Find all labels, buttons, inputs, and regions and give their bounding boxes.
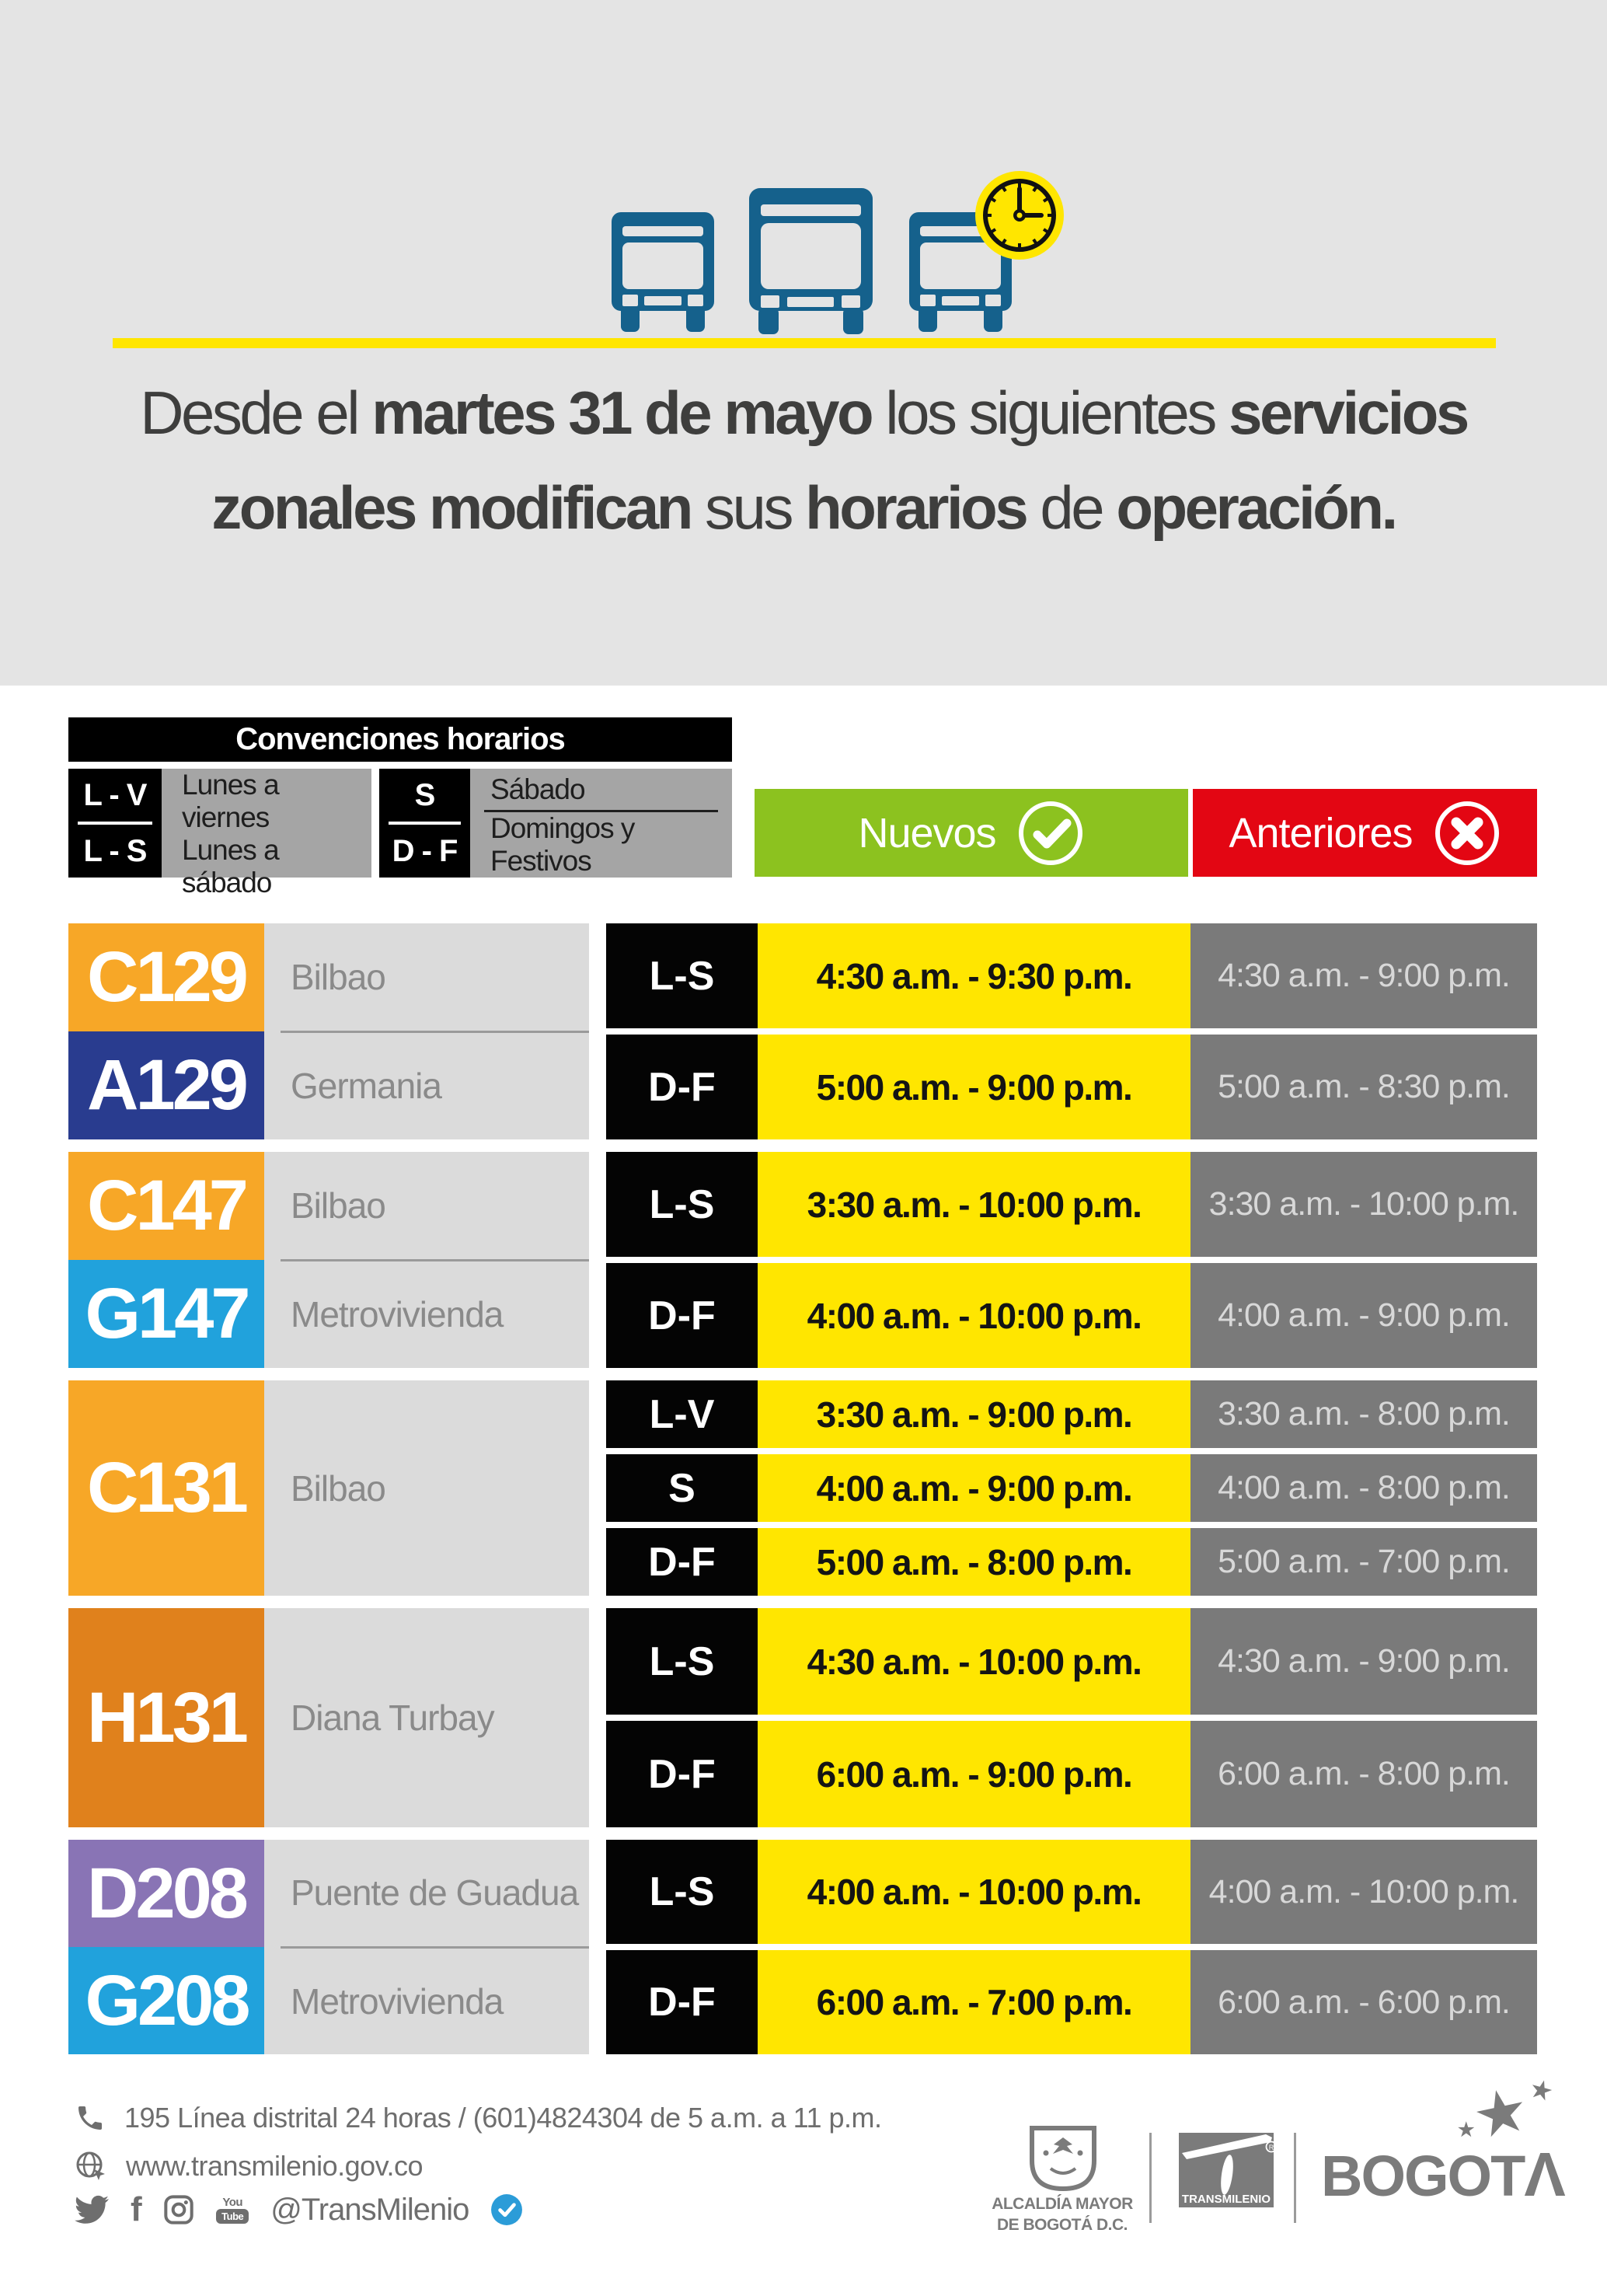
hero-section — [0, 0, 1607, 686]
destination: Metrovivienda — [291, 1294, 504, 1335]
day-code: L-S — [606, 1152, 758, 1257]
destination: Bilbao — [291, 1185, 385, 1226]
new-schedule: 4:00 a.m. - 10:00 p.m. — [758, 1263, 1190, 1368]
legend-labels-col1 — [162, 769, 371, 899]
new-schedule: 5:00 a.m. - 8:00 p.m. — [758, 1528, 1190, 1596]
route-code: A129 — [87, 1045, 246, 1125]
day-code: S — [606, 1454, 758, 1522]
route-group-c131 — [68, 1380, 1537, 1596]
route-badge — [68, 1152, 264, 1260]
social-row — [75, 2192, 523, 2228]
route-badge — [68, 923, 264, 1031]
old-schedule: 4:30 a.m. - 9:00 p.m. — [1190, 1608, 1537, 1715]
old-schedule: 4:00 a.m. - 10:00 p.m. — [1190, 1840, 1537, 1944]
title-line-2: zonales modifican sus horarios de operación. — [211, 473, 1396, 542]
website-text: www.transmilenio.gov.co — [126, 2150, 423, 2182]
youtube-icon: You Tube — [216, 2197, 249, 2224]
route-codes — [68, 1380, 264, 1596]
route-group-c147-g147 — [68, 1152, 1537, 1368]
divider — [1149, 2133, 1152, 2223]
legend-code: S — [414, 777, 435, 812]
day-code: D-F — [606, 1528, 758, 1596]
legend-label: Domingos y Festivos — [490, 812, 635, 877]
old-schedule: 5:00 a.m. - 7:00 p.m. — [1190, 1528, 1537, 1596]
header-new — [755, 789, 1188, 877]
transmilenio-label: TRANSMILENIO — [1181, 2193, 1271, 2206]
schedule-row — [606, 1380, 1537, 1448]
bus-icon — [612, 212, 714, 332]
route-code: D208 — [87, 1853, 246, 1933]
header-old — [1193, 789, 1537, 877]
day-code: D-F — [606, 1950, 758, 2054]
route-code: C147 — [87, 1166, 246, 1245]
day-code: L-S — [606, 1608, 758, 1715]
twitter-icon — [75, 2195, 109, 2224]
legend-labels-col2 — [470, 769, 732, 878]
route-badge — [68, 1608, 264, 1827]
route-codes — [68, 923, 264, 1139]
legend-code: L - S — [83, 833, 147, 868]
destination: Puente de Guadua — [291, 1872, 579, 1914]
legend-label: Lunes a viernes — [182, 769, 279, 833]
social-handle: @TransMilenio — [270, 2192, 469, 2227]
route-group-c129-a129 — [68, 923, 1537, 1139]
old-schedule: 5:00 a.m. - 8:30 p.m. — [1190, 1035, 1537, 1139]
old-schedule: 4:00 a.m. - 9:00 p.m. — [1190, 1263, 1537, 1368]
star-icon: ★ — [1470, 2078, 1530, 2148]
route-codes — [68, 1152, 264, 1368]
destination: Bilbao — [291, 1467, 385, 1509]
day-code: D-F — [606, 1035, 758, 1139]
old-schedule: 3:30 a.m. - 10:00 p.m. — [1190, 1152, 1537, 1257]
day-code: D-F — [606, 1263, 758, 1368]
route-badge — [68, 1947, 264, 2054]
globe-icon — [75, 2150, 107, 2183]
old-schedule: 3:30 a.m. - 8:00 p.m. — [1190, 1380, 1537, 1448]
day-code: L-S — [606, 923, 758, 1028]
legend-code: D - F — [392, 833, 458, 868]
route-code: G208 — [85, 1960, 248, 2040]
destinations-cell — [264, 923, 589, 1139]
legend-label: Lunes a sábado — [182, 834, 279, 899]
route-badge — [68, 1260, 264, 1368]
legend-codes-col1 — [68, 769, 162, 878]
schedule-row — [606, 923, 1537, 1028]
schedule-row — [606, 1608, 1537, 1715]
route-code: G147 — [85, 1274, 248, 1353]
destinations-cell — [264, 1608, 589, 1827]
new-schedule: 6:00 a.m. - 9:00 p.m. — [758, 1721, 1190, 1827]
route-group-d208-g208 — [68, 1840, 1537, 2054]
phone-icon — [75, 2102, 106, 2134]
route-badge — [68, 1031, 264, 1139]
new-schedule: 3:30 a.m. - 10:00 p.m. — [758, 1152, 1190, 1257]
old-schedule: 4:30 a.m. - 9:00 p.m. — [1190, 923, 1537, 1028]
legend-label: Sábado — [490, 773, 585, 805]
alcaldia-label: ALCALDÍA MAYOR DE BOGOTÁ D.C. — [992, 2195, 1133, 2234]
schedule-row — [606, 1152, 1537, 1257]
new-schedule: 6:00 a.m. - 7:00 p.m. — [758, 1950, 1190, 2054]
page-title — [0, 365, 1607, 555]
new-schedule: 4:30 a.m. - 9:30 p.m. — [758, 923, 1190, 1028]
destination: Metrovivienda — [291, 1980, 504, 2022]
yellow-divider-line — [113, 338, 1496, 348]
schedule-row — [606, 1721, 1537, 1827]
destination: Diana Turbay — [291, 1698, 494, 1738]
route-badge — [68, 1380, 264, 1596]
schedule-row — [606, 1035, 1537, 1139]
title-line-1: Desde el martes 31 de mayo los siguientes servicios — [140, 379, 1467, 447]
route-badge — [68, 1840, 264, 1947]
route-codes — [68, 1608, 264, 1827]
header-old-label: Anteriores — [1229, 809, 1413, 857]
phone-row — [75, 2100, 881, 2136]
destination: Bilbao — [291, 956, 385, 997]
bogota-logo: BOGOTΛ ★ ★ ★ — [1321, 2075, 1564, 2209]
schedule-row — [606, 1950, 1537, 2054]
route-codes — [68, 1840, 264, 2054]
old-schedule: 6:00 a.m. - 6:00 p.m. — [1190, 1950, 1537, 2054]
destination: Germania — [291, 1066, 441, 1107]
check-circle-icon — [1016, 799, 1085, 867]
star-icon: ★ — [1458, 2120, 1473, 2141]
legend-codes-col2 — [379, 769, 470, 878]
schedule-row — [606, 1263, 1537, 1368]
facebook-icon: f — [131, 2190, 142, 2228]
day-code: D-F — [606, 1721, 758, 1827]
bus-icon — [749, 188, 873, 334]
old-schedule: 4:00 a.m. - 8:00 p.m. — [1190, 1454, 1537, 1522]
website-row — [75, 2148, 423, 2184]
day-code: L-S — [606, 1840, 758, 1944]
legend-code: L - V — [83, 777, 147, 812]
instagram-icon — [163, 2194, 194, 2225]
route-code: H131 — [87, 1677, 246, 1757]
schedule-row — [606, 1454, 1537, 1522]
new-schedule: 4:00 a.m. - 9:00 p.m. — [758, 1454, 1190, 1522]
legend-header-label: Convenciones horarios — [235, 722, 565, 756]
legend-header — [68, 717, 732, 762]
verified-badge-icon — [490, 2193, 523, 2226]
destinations-cell — [264, 1380, 589, 1596]
alcaldia-crest-icon — [1024, 2125, 1102, 2193]
old-schedule: 6:00 a.m. - 8:00 p.m. — [1190, 1721, 1537, 1827]
divider — [1294, 2133, 1296, 2223]
x-circle-icon — [1433, 799, 1501, 867]
destinations-cell — [264, 1840, 589, 2054]
day-code: L-V — [606, 1380, 758, 1448]
new-schedule: 4:30 a.m. - 10:00 p.m. — [758, 1608, 1190, 1715]
new-schedule: 5:00 a.m. - 9:00 p.m. — [758, 1035, 1190, 1139]
svg-text:R: R — [1268, 2144, 1274, 2151]
transmilenio-logo — [1179, 2130, 1278, 2207]
new-schedule: 3:30 a.m. - 9:00 p.m. — [758, 1380, 1190, 1448]
route-group-h131 — [68, 1608, 1537, 1827]
schedule-row — [606, 1840, 1537, 1944]
destinations-cell — [264, 1152, 589, 1368]
route-code: C129 — [87, 937, 246, 1017]
schedule-row — [606, 1528, 1537, 1596]
star-icon: ★ — [1528, 2075, 1553, 2106]
route-code: C131 — [87, 1448, 246, 1527]
phone-text: 195 Línea distrital 24 horas / (601)4824304 de 5 a.m. a 11 p.m. — [124, 2102, 882, 2134]
new-schedule: 4:00 a.m. - 10:00 p.m. — [758, 1840, 1190, 1944]
header-new-label: Nuevos — [858, 809, 996, 857]
clock-icon — [975, 171, 1064, 260]
